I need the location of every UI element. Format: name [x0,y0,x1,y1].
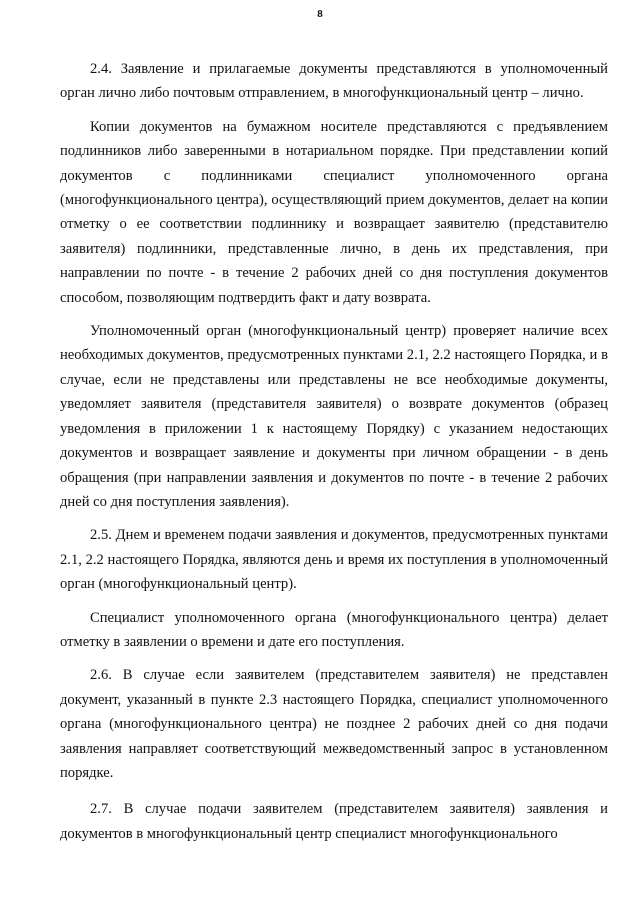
paragraph-mark: Специалист уполномоченного органа (многофункционального центра) делает отметку в заявлении о времени и дате его поступления. [60,609,608,650]
paragraph-2-7: 2.7. В случае подачи заявителем (представителем заявителя) заявления и документов в многофункциональный центр специалист многофункционального [60,801,608,842]
paragraph-copies: Копии документов на бумажном носителе представляются с предъявлением подлинников либо заверенными в нотариальном порядке. При представлении копий документов с подлинниками специалист уполномоченного органа (многофункционального центра), осуществляющий прием документов, делает на копии отметку о ее соответствии подлиннику и возвращает заявителю (представителю заявителя) подлинники, представленные лично, в день их представления, при направлении по почте - в течение 2 рабочих дней со дня поступления документов способом, позволяющим подтвердить факт и дату возврата. [60,118,608,306]
paragraph-2-4: 2.4. Заявление и прилагаемые документы представляются в уполномоченный орган лично либо почтовым отправлением, в многофункциональный центр – лично. [60,61,608,102]
paragraph-2-5: 2.5. Днем и временем подачи заявления и документов, предусмотренных пунктами 2.1, 2.2 настоящего Порядка, являются день и время их поступления в уполномоченный орган (многофункциональный центр). [60,527,608,593]
paragraph-2-6: 2.6. В случае если заявителем (представителем заявителя) не представлен документ, указанный в пункте 2.3 настоящего Порядка, специалист уполномоченного органа (многофункционального центра) не позднее 2 рабочих дней со дня подачи заявления направляет соответствующий межведомственный запрос в установленном порядке. [60,667,608,781]
document-body [60,57,608,855]
paragraph-verification: Уполномоченный орган (многофункциональный центр) проверяет наличие всех необходимых документов, предусмотренных пунктами 2.1, 2.2 настоящего Порядка, и в случае, если не представлены или представлены не все необходимые документы, уведомляет заявителя (представителя заявителя) о возврате документов (образец уведомления в приложении 1 к настоящему Порядку) с указанием недостающих документов и возвращает заявление и документы при личном обращении - в день обращения (при направлении заявления и документов по почте - в течение 2 рабочих дней со дня поступления заявления). [60,323,608,510]
page-number: 8 [317,8,323,20]
